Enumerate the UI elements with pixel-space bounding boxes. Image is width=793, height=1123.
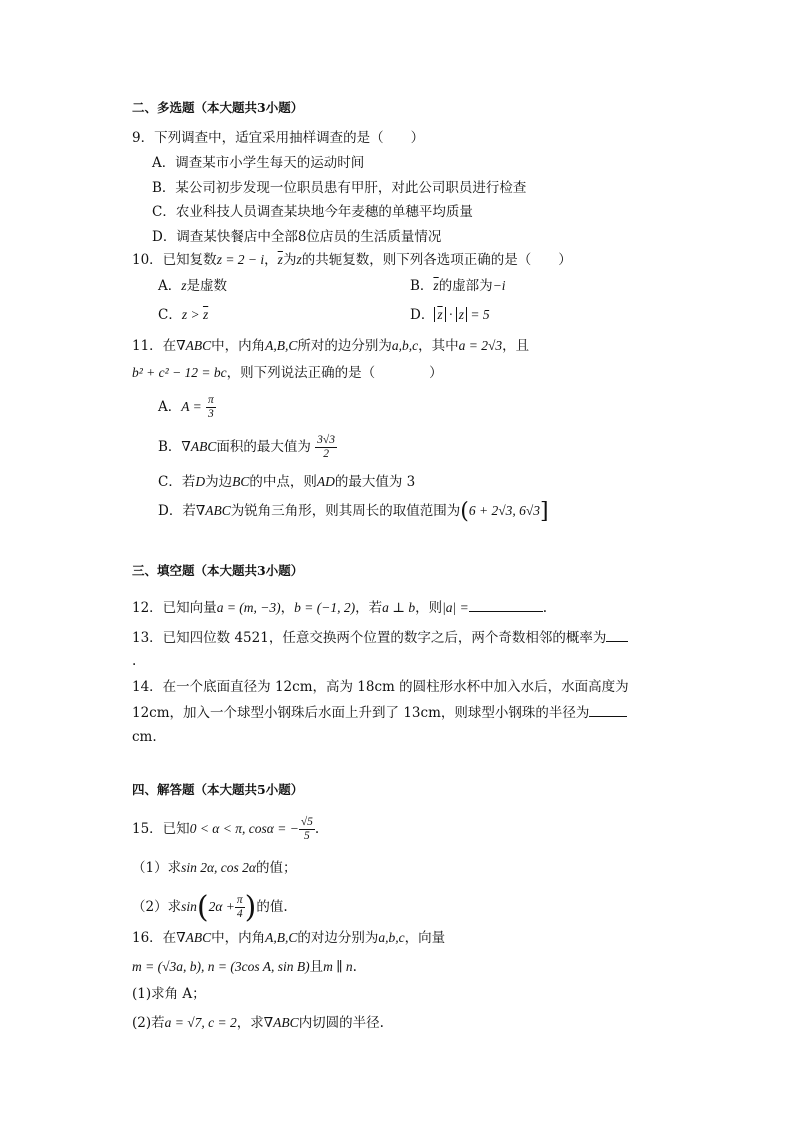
question-16-line-1: 16．在∇ABC中，内角A,B,C的对边分别为a,b,c，向量 <box>132 930 446 946</box>
section-title-fill-in: 三、填空题（本大题共3小题） <box>132 563 304 578</box>
question-13-end: . <box>132 653 137 669</box>
fraction-3sqrt3-over-2: $\frac{3√3}{2}$ <box>317 434 335 460</box>
z-conjugate: $\overline{z}$ <box>277 252 283 267</box>
question-11-option-c: C．若D为边BC的中点，则AD的最大值为 3 <box>158 474 416 490</box>
fraction-pi-over-4: $\frac{\pi}{4}$ <box>236 894 243 920</box>
question-11-option-d: D．若∇ABC为锐角三角形，则其周长的取值范围为(6 + 2√3, 6√3] <box>158 498 549 524</box>
question-11-option-b: B．∇ABC面积的最大值为 $\frac{3√3}{2}$ <box>158 434 335 460</box>
question-10-option-c: C．$z > \overline{z}$ <box>158 307 209 323</box>
section-title-solutions: 四、解答题（本大题共5小题） <box>132 782 304 797</box>
question-12: 12．已知向量a = (m, −3)，b = (−1, 2)，若a ⊥ b，则|a| = . <box>132 597 547 618</box>
section-title-multiple-choice: 二、多选题（本大题共3小题） <box>132 100 304 115</box>
question-16-part-1: (1)求角 A； <box>132 986 206 1002</box>
answer-blank-14[interactable] <box>589 702 627 717</box>
question-16-part-2: (2)若a = √7, c = 2，求∇ABC内切圆的半径. <box>132 1015 384 1031</box>
question-13: 13．已知四位数 4521，任意交换两个位置的数字之后，两个奇数相邻的概率为 <box>132 627 628 648</box>
z-definition: z = 2 − i <box>216 252 265 267</box>
question-14-line-2: 12cm，加入一个球型小钢珠后水面上升到了 13cm，则球型小钢珠的半径为 <box>132 702 627 723</box>
question-11-line-1: 11．在∇ABC中，内角A,B,C所对的边分别为a,b,c，其中a = 2√3，且 <box>132 338 530 354</box>
question-15-stem: 15．已知0 < α < π, cosα = − $\frac{√5}{5}$ . <box>132 816 320 842</box>
question-9-stem: 9．下列调查中，适宜采用抽样调查的是（ ） <box>132 130 425 146</box>
fraction-pi-over-3: $\frac{\pi}{3}$ <box>208 394 214 420</box>
question-9-option-b: B．某公司初步发现一位职员患有甲肝，对此公司职员进行检查 <box>152 180 527 196</box>
answer-blank-12[interactable] <box>469 597 543 612</box>
question-10-option-b: B．$\overline{z}$的虚部为−i <box>410 278 506 294</box>
question-9-option-a: A．调查某市小学生每天的运动时间 <box>152 155 365 171</box>
question-15-part-1: （1）求sin 2α, cos 2α的值； <box>132 860 297 876</box>
question-9-option-c: C．农业科技人员调查某块地今年麦穗的单穗平均质量 <box>152 204 473 220</box>
fraction-sqrt5-over-5: $\frac{√5}{5}$ <box>300 816 313 842</box>
question-14-line-3: cm. <box>132 729 157 745</box>
question-10-option-a: A．z是虚数 <box>158 278 228 294</box>
answer-blank-13[interactable] <box>606 627 628 642</box>
question-11-line-2: b² + c² − 12 = bc，则下列说法正确的是（ ） <box>132 365 443 381</box>
question-10-stem: 10．已知复数z = 2 − i，$\overline{z}$为z的共轭复数，则下列各选项正确的是（ ） <box>132 252 572 268</box>
question-10-option-d: D． $\overline{z} \cdot z = 5$ <box>410 307 490 323</box>
question-11-option-a: A．A = $\frac{\pi}{3}$ <box>158 394 214 420</box>
question-15-part-2: （2）求sin(2α + $\frac{\pi}{4}$ )的值. <box>132 889 288 925</box>
question-16-line-2: m = (√3a, b), n = (3cos A, sin B)且m ∥ n. <box>132 959 357 975</box>
question-9-option-d: D．调查某快餐店中全部8位店员的生活质量情况 <box>152 229 442 245</box>
question-14-line-1: 14．在一个底面直径为 12cm，高为 18cm 的圆柱形水杯中加入水后，水面高度为 <box>132 679 629 695</box>
